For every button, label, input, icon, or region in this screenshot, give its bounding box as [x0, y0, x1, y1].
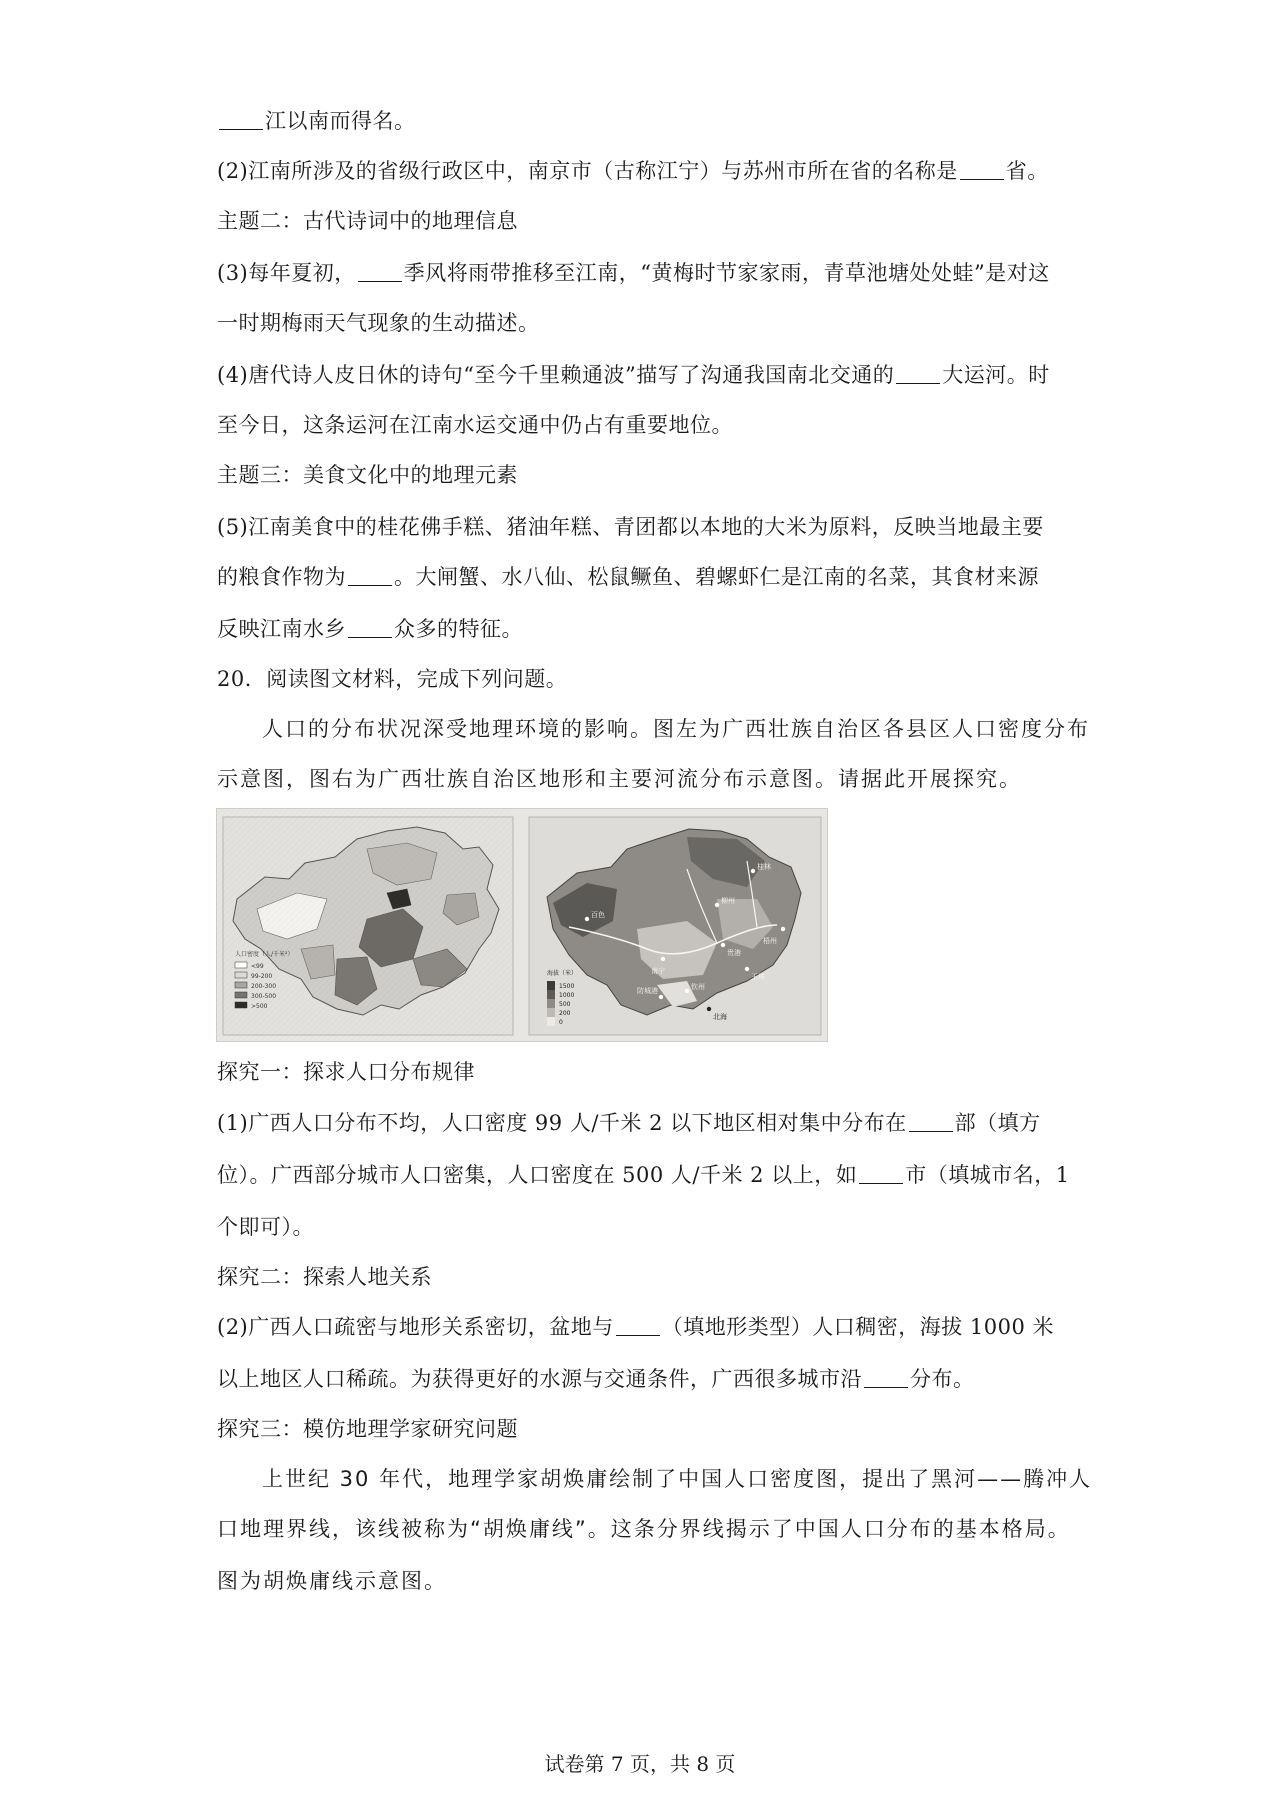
legend-title: 人口密度（人/千米²）: [235, 951, 294, 958]
city-label: 玉林: [751, 973, 765, 981]
question-5: (5)江南美食中的桂花佛手糕、猪油年糕、青团都以本地的大米为原料，反映当地最主要: [217, 515, 1044, 539]
material-text: 图为胡焕庸线示意图。: [217, 1569, 447, 1593]
legend-item: <99: [251, 963, 264, 970]
question-3-cont: 一时期梅雨天气现象的生动描述。: [217, 311, 540, 335]
explore-q1-cont: 位）。广西部分城市人口密集，人口密度在 500 人/千米 2 以上，如 市（填城市名，1: [217, 1163, 1070, 1187]
legend-item: >500: [251, 1003, 268, 1010]
legend-item: 500: [559, 1001, 571, 1008]
question-4-cont: 至今日，这条运河在江南水运交通中仍占有重要地位。: [217, 413, 733, 437]
line-1: 江以南而得名。: [217, 106, 416, 136]
answer-blank[interactable]: [859, 1163, 903, 1184]
explore-q2: (2)广西人口疏密与地形关系密切，盆地与 （填地形类型）人口稠密，海拔 1000 米: [217, 1315, 1055, 1339]
city-label: 北海: [713, 1013, 727, 1021]
legend-item: 200: [559, 1010, 571, 1017]
city-label: 桂林: [757, 863, 771, 871]
city-label: 南宁: [651, 967, 665, 975]
answer-blank[interactable]: [358, 261, 402, 282]
city-label: 防城港: [637, 987, 658, 995]
city-label: 百色: [591, 911, 605, 919]
explore-q1: (1)广西人口分布不均，人口密度 99 人/千米 2 以下地区相对集中分布在 部（填方: [217, 1111, 1041, 1135]
city-label: 钦州: [691, 983, 705, 991]
answer-blank[interactable]: [348, 617, 392, 638]
city-label: 梧州: [763, 937, 777, 945]
question-20-title: 20．阅读图文材料，完成下列问题。: [217, 667, 568, 691]
question-5-cont2: 反映江南水乡 众多的特征。: [217, 617, 523, 641]
question-4: (4)唐代诗人皮日休的诗句“至今千里赖通波”描写了沟通我国南北交通的 大运河。时: [217, 363, 1050, 387]
theme-3-heading: 主题三：美食文化中的地理元素: [217, 463, 518, 487]
material-text: 示意图，图右为广西壮族自治区地形和主要河流分布示意图。请据此开展探究。: [217, 767, 1022, 791]
explore-1-heading: 探究一：探求人口分布规律: [217, 1060, 475, 1084]
explore-q1-cont2: 个即可）。: [217, 1215, 314, 1239]
legend-item: 1000: [559, 992, 575, 999]
question-3: (3)每年夏初， 季风将雨带推移至江南，“黄梅时节家家雨，青草池塘处处蛙”是对这: [217, 261, 1050, 285]
question-2: (2)江南所涉及的省级行政区中，南京市（古称江宁）与苏州市所在省的名称是 省。: [217, 159, 1049, 183]
legend-item: 99-200: [251, 973, 273, 980]
answer-blank[interactable]: [909, 1111, 953, 1132]
material-text: 人口的分布状况深受地理环境的影响。图左为广西壮族自治区各县区人口密度分布: [262, 717, 1090, 741]
answer-blank[interactable]: [348, 565, 392, 586]
maps-svg: [217, 809, 827, 1041]
legend-item: 0: [559, 1019, 563, 1026]
answer-blank[interactable]: [864, 1367, 908, 1388]
answer-blank[interactable]: [960, 159, 1004, 180]
legend-title: 海拔（米）: [547, 970, 578, 977]
legend-item: 300-500: [251, 993, 277, 1000]
legend-item: 1500: [559, 983, 575, 990]
material-text: 上世纪 30 年代，地理学家胡焕庸绘制了中国人口密度图，提出了黑河——腾冲人: [262, 1467, 1093, 1491]
material-text: 口地理界线，该线被称为“胡焕庸线”。这条分界线揭示了中国人口分布的基本格局。: [217, 1517, 1071, 1541]
theme-2-heading: 主题二：古代诗词中的地理信息: [217, 209, 518, 233]
explore-2-heading: 探究二：探索人地关系: [217, 1265, 432, 1289]
guangxi-maps-figure: [216, 808, 828, 1042]
explore-3-heading: 探究三：模仿地理学家研究问题: [217, 1417, 518, 1441]
legend-item: 200-300: [251, 983, 277, 990]
answer-blank[interactable]: [219, 109, 263, 130]
question-5-cont: 的粮食作物为 。大闸蟹、水八仙、松鼠鳜鱼、碧螺虾仁是江南的名菜，其食材来源: [217, 565, 1039, 589]
answer-blank[interactable]: [616, 1315, 660, 1336]
answer-blank[interactable]: [896, 363, 940, 384]
city-label: 柳州: [721, 897, 735, 905]
page-footer: 试卷第 7 页，共 8 页: [544, 1752, 736, 1776]
city-label: 贵港: [727, 949, 741, 957]
explore-q2-cont: 以上地区人口稀疏。为获得更好的水源与交通条件，广西很多城市沿 分布。: [217, 1367, 975, 1391]
